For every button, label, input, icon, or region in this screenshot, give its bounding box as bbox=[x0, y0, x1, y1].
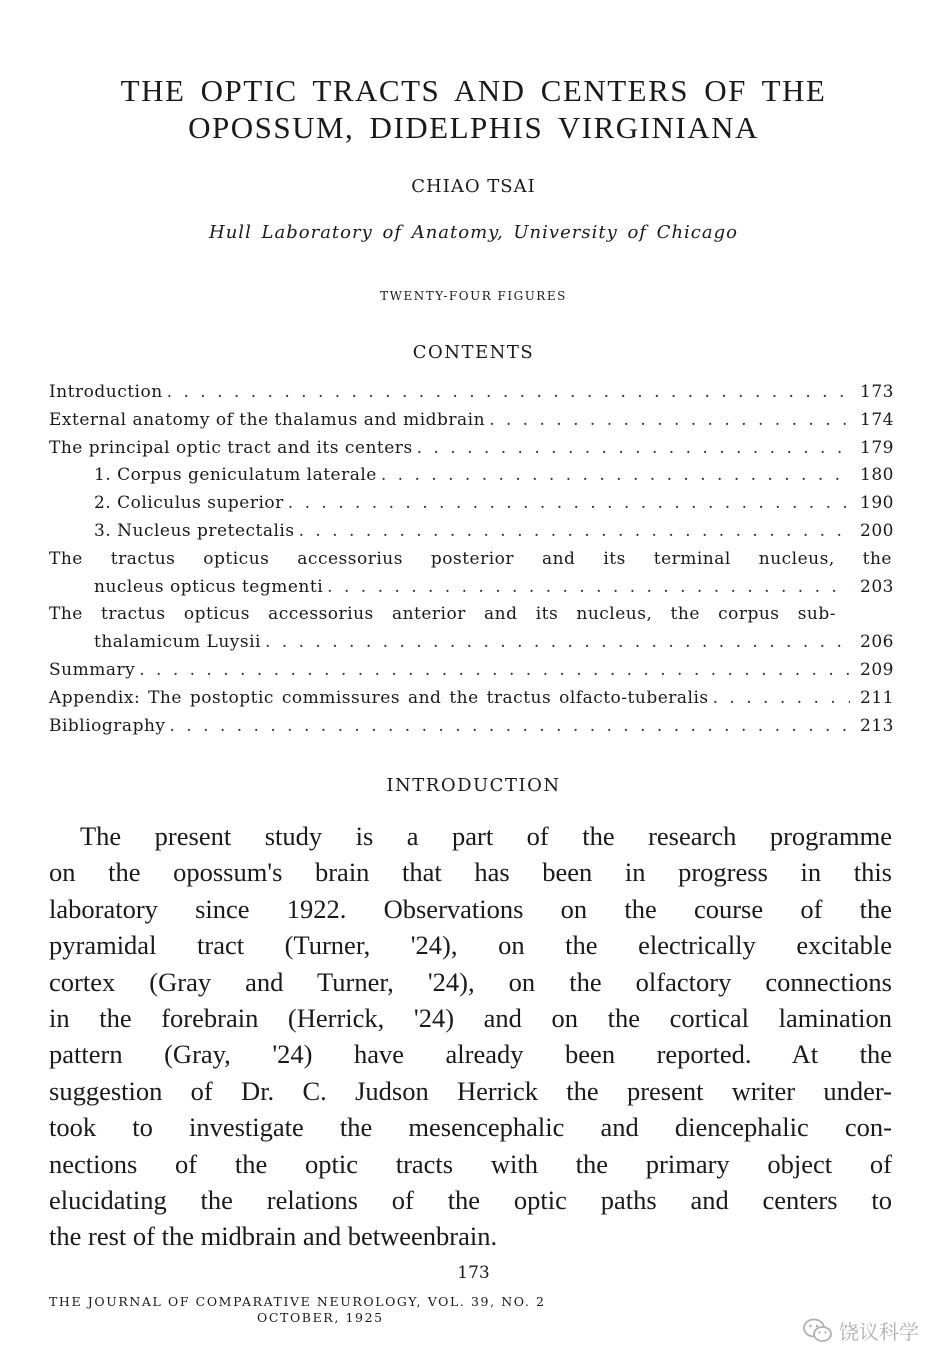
toc-entry bbox=[49, 574, 894, 602]
toc-entry bbox=[49, 629, 894, 657]
toc-entry-label: External anatomy of the thalamus and midbrain bbox=[49, 409, 486, 430]
contents-heading: CONTENTS bbox=[412, 342, 535, 363]
toc-entry-label: 3. Nucleus pretectalis bbox=[94, 520, 295, 541]
paragraph-line: The present study is a part of the research programme bbox=[80, 821, 892, 851]
toc-entry-label: 1. Corpus geniculatum laterale bbox=[94, 465, 377, 486]
paragraph-line: the rest of the midbrain and betweenbrain. bbox=[49, 1221, 498, 1252]
paragraph-line: pattern (Gray, '24) have already been reported. At the bbox=[49, 1039, 892, 1070]
toc-entry-page: 174 bbox=[860, 409, 894, 430]
toc-entry-label: Summary bbox=[49, 659, 136, 680]
toc-subentry bbox=[49, 462, 894, 490]
paragraph-line: pyramidal tract (Turner, '24), on the electrically excitable bbox=[49, 930, 892, 961]
toc-entry bbox=[49, 379, 894, 407]
toc-entry-page: 173 bbox=[860, 382, 894, 402]
toc-leader bbox=[417, 435, 850, 463]
toc-leader bbox=[489, 407, 850, 435]
figure-count: TWENTY-FOUR FIGURES bbox=[380, 289, 567, 303]
toc-leader bbox=[713, 685, 850, 713]
toc-subentry bbox=[49, 518, 894, 546]
author-name: CHIAO TSAI bbox=[411, 176, 536, 197]
toc-entry bbox=[49, 435, 894, 463]
toc-entry-page: 179 bbox=[860, 437, 894, 458]
toc-leader bbox=[381, 462, 850, 490]
toc-entry bbox=[49, 685, 894, 713]
toc-leader bbox=[170, 713, 851, 741]
page-number: 173 bbox=[457, 1263, 490, 1283]
toc-subentry bbox=[49, 490, 894, 518]
toc-leader bbox=[299, 518, 850, 546]
toc-entry bbox=[49, 713, 894, 741]
wechat-icon bbox=[803, 1318, 833, 1344]
toc-entry bbox=[49, 407, 894, 435]
article-title bbox=[60, 72, 887, 146]
toc-leader bbox=[139, 657, 850, 685]
toc-entry-label: Bibliography bbox=[49, 715, 166, 736]
toc-entry bbox=[49, 657, 894, 685]
toc-leader bbox=[288, 490, 850, 518]
table-of-contents bbox=[49, 379, 894, 740]
paragraph-line: elucidating the relations of the optic paths and centers to bbox=[49, 1184, 892, 1215]
journal-citation bbox=[49, 1294, 546, 1326]
toc-entry-label: Introduction bbox=[49, 382, 163, 402]
toc-entry-label: 2. Coliculus superior bbox=[94, 493, 284, 514]
toc-entry-label-line1: The tractus opticus accessorius posterior and its terminal nucleus, the bbox=[49, 548, 892, 569]
toc-entry-label: Appendix: The postoptic commissures and the tractus olfacto-tuberalis bbox=[49, 687, 709, 708]
introduction-paragraph bbox=[49, 818, 892, 1255]
paragraph-line: on the opossum's brain that has been in progress in this bbox=[49, 857, 892, 888]
paragraph-line: cortex (Gray and Turner, '24), on the olfactory connections bbox=[49, 966, 892, 997]
journal-date: OCTOBER, 1925 bbox=[257, 1310, 384, 1325]
toc-entry-label-line1: The tractus opticus accessorius anterior and its nucleus, the corpus sub- bbox=[49, 604, 836, 625]
watermark bbox=[803, 1316, 919, 1345]
toc-entry-page: 209 bbox=[860, 659, 894, 680]
toc-entry-page: 180 bbox=[860, 465, 894, 486]
toc-entry-page: 190 bbox=[860, 493, 894, 514]
toc-entry-label: The principal optic tract and its centers bbox=[49, 437, 413, 458]
toc-leader bbox=[327, 574, 850, 602]
introduction-heading: INTRODUCTION bbox=[386, 775, 561, 796]
toc-leader bbox=[167, 379, 850, 407]
paragraph-line: nections of the optic tracts with the primary object of bbox=[49, 1148, 892, 1179]
toc-entry-page: 200 bbox=[860, 520, 894, 541]
title-line-1: THE OPTIC TRACTS AND CENTERS OF THE bbox=[120, 73, 827, 108]
toc-entry-page: 206 bbox=[860, 632, 894, 653]
toc-entry-label: nucleus opticus tegmenti bbox=[94, 576, 324, 597]
toc-entry-page: 213 bbox=[860, 715, 894, 736]
watermark-text: 饶议科学 bbox=[839, 1320, 919, 1344]
toc-entry-page: 203 bbox=[860, 576, 894, 597]
author-affiliation: Hull Laboratory of Anatomy, University of Chicago bbox=[209, 222, 738, 243]
toc-leader bbox=[265, 629, 850, 657]
journal-name: THE JOURNAL OF COMPARATIVE NEUROLOGY, VOL. 39, NO. 2 bbox=[49, 1294, 546, 1309]
paragraph-line: took to investigate the mesencephalic and diencephalic con- bbox=[49, 1112, 892, 1143]
paragraph-line: laboratory since 1922. Observations on the course of the bbox=[49, 893, 892, 924]
toc-entry-page: 211 bbox=[860, 687, 894, 708]
paragraph-line: suggestion of Dr. C. Judson Herrick the present writer under- bbox=[49, 1075, 892, 1106]
title-line-2: OPOSSUM, DIDELPHIS VIRGINIANA bbox=[188, 110, 759, 145]
paragraph-line: in the forebrain (Herrick, '24) and on the cortical lamination bbox=[49, 1002, 892, 1033]
toc-entry-label: thalamicum Luysii bbox=[94, 632, 261, 653]
